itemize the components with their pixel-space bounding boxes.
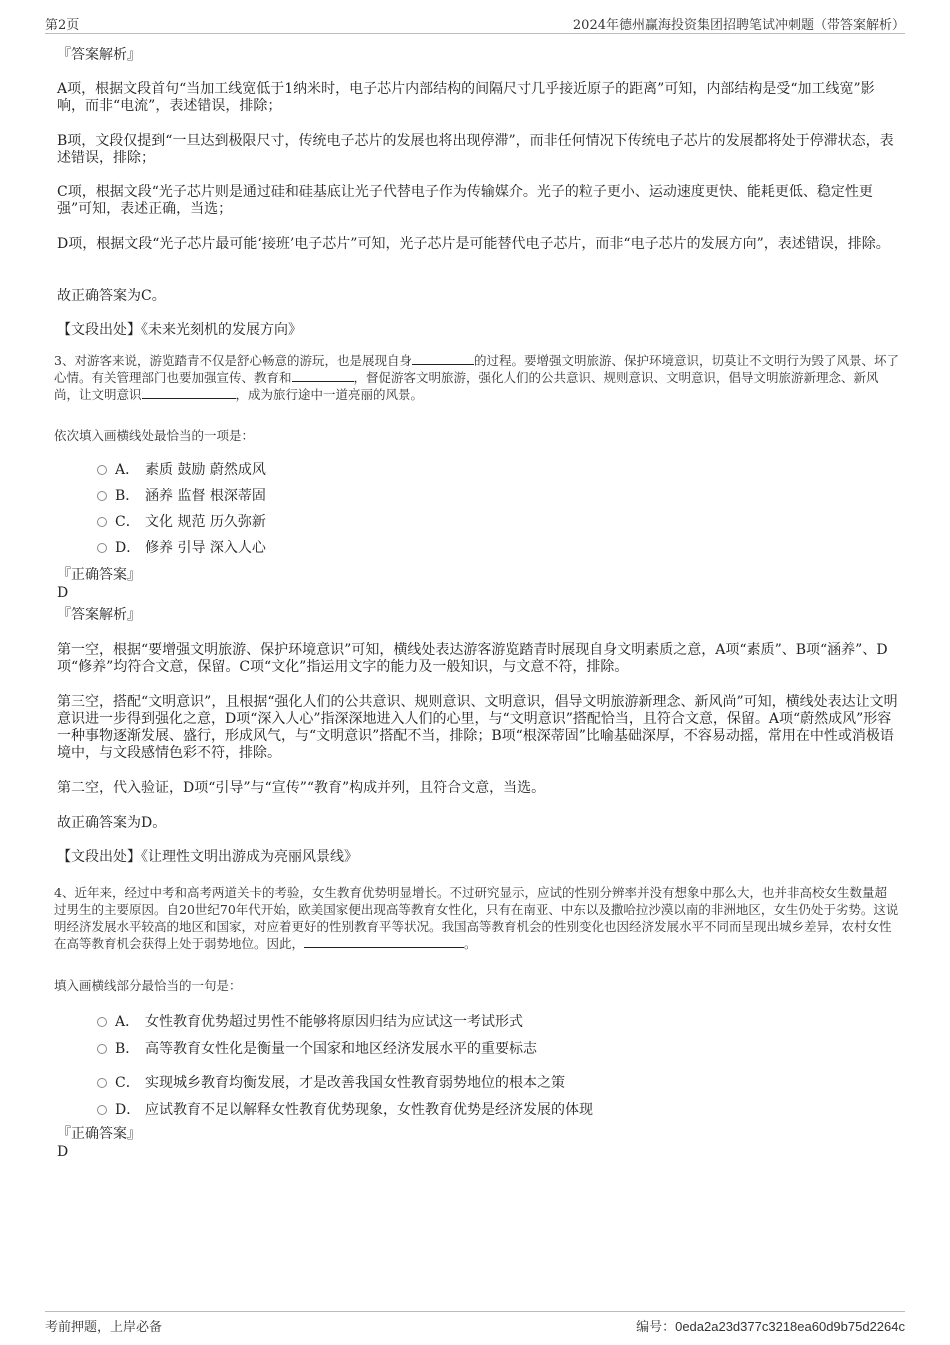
- q4-option-b[interactable]: B． 高等教育女性化是衡量一个国家和地区经济发展水平的重要标志: [57, 1039, 837, 1073]
- q4-answer: D: [57, 1144, 69, 1160]
- q4-option-a[interactable]: A． 女性教育优势超过男性不能够将原因归结为应试这一考试形式: [57, 1012, 837, 1039]
- q3-instruction: 依次填入画横线处最恰当的一项是：: [54, 428, 255, 443]
- q3-option-b[interactable]: B． 涵养 监督 根深蒂固: [57, 486, 657, 512]
- page-number: 第2页: [45, 18, 80, 33]
- q4-option-d[interactable]: D． 应试教育不足以解释女性教育优势现象，女性教育优势是经济发展的体现: [57, 1100, 837, 1126]
- q2-conclusion: 故正确答案为C。: [57, 288, 166, 304]
- q2-analysis-c: C项，根据文段“光子芯片则是通过硅和硅基底让光子代替电子作为传输媒介。光子的粒子更小、运动速度更快、能耗更低、稳定性更强”可知，表述正确，当选；: [57, 184, 873, 217]
- q4-instruction: 填入画横线部分最恰当的一句是：: [54, 978, 242, 993]
- radio-icon[interactable]: [97, 517, 107, 527]
- q3-source: 【文段出处】《让理性文明出游成为亮丽风景线》: [57, 849, 358, 865]
- q3-option-c[interactable]: C． 文化 规范 历久弥新: [57, 512, 657, 538]
- q3-stem: 3、对游客来说，游览踏青不仅是舒心畅意的游玩，也是展现自身 的过程。要增强文明旅游、保护环境意识，切莫让不文明行为毁了风景、坏了心情。有关管理部门也要加强宣传、教育和 ，督促游客文明旅游，强化人们的公共意识、规则意识、文明意识，倡导文明旅游新理念、新风尚，让文明意识 ，成为旅行途中一道亮丽的风景。: [54, 353, 899, 402]
- page-header: [45, 14, 905, 34]
- q2-analysis-b: B项，文段仅提到“一旦达到极限尺寸，传统电子芯片的发展也将出现停滞”，而非任何情况下传统电子芯片的发展都将处于停滞状态，表述错误，排除；: [57, 133, 894, 166]
- q4-option-c[interactable]: C． 实现城乡教育均衡发展，才是改善我国女性教育弱势地位的根本之策: [57, 1073, 837, 1100]
- page-footer: [45, 1311, 905, 1333]
- q2-analysis-label: 『答案解析』: [57, 47, 141, 63]
- q3-analysis-label: 『答案解析』: [57, 607, 141, 623]
- q4-answer-label: 『正确答案』: [57, 1126, 141, 1142]
- q3-analysis-p2: 第三空，搭配“文明意识”，且根据“强化人们的公共意识、规则意识、文明意识，倡导文明旅游新理念、新风尚”可知，横线处表达让文明意识进一步得到强化之意，D项“深入人心”指深深地进入人们的心里，与“文明意识”搭配恰当，且符合文意，保留。A项“蔚然成风”形容一种事物逐渐发展、盛行，形成风气，与“文明意识”搭配不当，排除；B项“根深蒂固”比喻基础深厚，不容易动摇，常用在中性或消极语境中，与文段感情色彩不符，排除。: [57, 694, 898, 761]
- q3-option-a[interactable]: A． 素质 鼓励 蔚然成风: [57, 460, 657, 486]
- radio-icon[interactable]: [97, 543, 107, 553]
- q4-options: [57, 1012, 837, 1126]
- q3-answer: D: [57, 585, 69, 601]
- q3-blank-3[interactable]: [142, 386, 236, 399]
- q3-conclusion: 故正确答案为D。: [57, 815, 167, 831]
- q3-blank-1[interactable]: [412, 352, 474, 365]
- q2-analysis-a: A项，根据文段首句“当加工线宽低于1纳米时，电子芯片内部结构的间隔尺寸几乎接近原子的距离”可知，内部结构是受“加工线宽”影响，而非“电流”，表述错误，排除；: [57, 81, 875, 114]
- q3-options: [57, 460, 657, 564]
- radio-icon[interactable]: [97, 1017, 107, 1027]
- q2-source: 【文段出处】《未来光刻机的发展方向》: [57, 322, 302, 338]
- q2-analysis-d: D项，根据文段“光子芯片最可能‘接班’电子芯片”可知，光子芯片是可能替代电子芯片，而非“电子芯片的发展方向”，表述错误，排除。: [57, 236, 890, 252]
- document-title: 2024年德州赢海投资集团招聘笔试冲刺题（带答案解析）: [572, 18, 905, 33]
- q4-stem: 4、近年来，经过中考和高考两道关卡的考验，女生教育优势明显增长。不过研究显示，应试的性别分辨率并没有想象中那么大，也并非高校女生数量超过男生的主要原因。自20世纪70年代开始，欧美国家便出现高等教育女性化，只有在南亚、中东以及撒哈拉沙漠以南的非洲地区，女生仍处于劣势。这说明经济发展水平较高的地区和国家，对应着更好的性别教育平等状况。我国高等教育机会的性别变化也因经济发展水平不同而呈现出城乡差异，农村女性在高等教育机会获得上处于弱势地位。因此， 。: [54, 885, 899, 951]
- radio-icon[interactable]: [97, 1044, 107, 1054]
- document-code: 编号：0eda2a23d377c3218ea60d9b75d2264c: [636, 1319, 905, 1335]
- radio-icon[interactable]: [97, 465, 107, 475]
- q3-answer-label: 『正确答案』: [57, 567, 141, 583]
- radio-icon[interactable]: [97, 1105, 107, 1115]
- radio-icon[interactable]: [97, 491, 107, 501]
- q4-blank[interactable]: [304, 935, 464, 948]
- footer-motto: 考前押题，上岸必备: [45, 1320, 163, 1335]
- q3-analysis-p3: 第二空，代入验证，D项“引导”与“宣传”“教育”构成并列，且符合文意，当选。: [57, 780, 546, 796]
- q3-option-d[interactable]: D． 修养 引导 深入人心: [57, 538, 657, 564]
- radio-icon[interactable]: [97, 1078, 107, 1088]
- q3-analysis-p1: 第一空，根据“要增强文明旅游、保护环境意识”可知，横线处表达游客游览踏青时展现自身文明素质之意，A项“素质”、B项“涵养”、D项“修养”均符合文意，保留。C项“文化”指运用文字的能力及一般知识，与文意不符，排除。: [57, 642, 888, 675]
- q3-blank-2[interactable]: [292, 369, 354, 382]
